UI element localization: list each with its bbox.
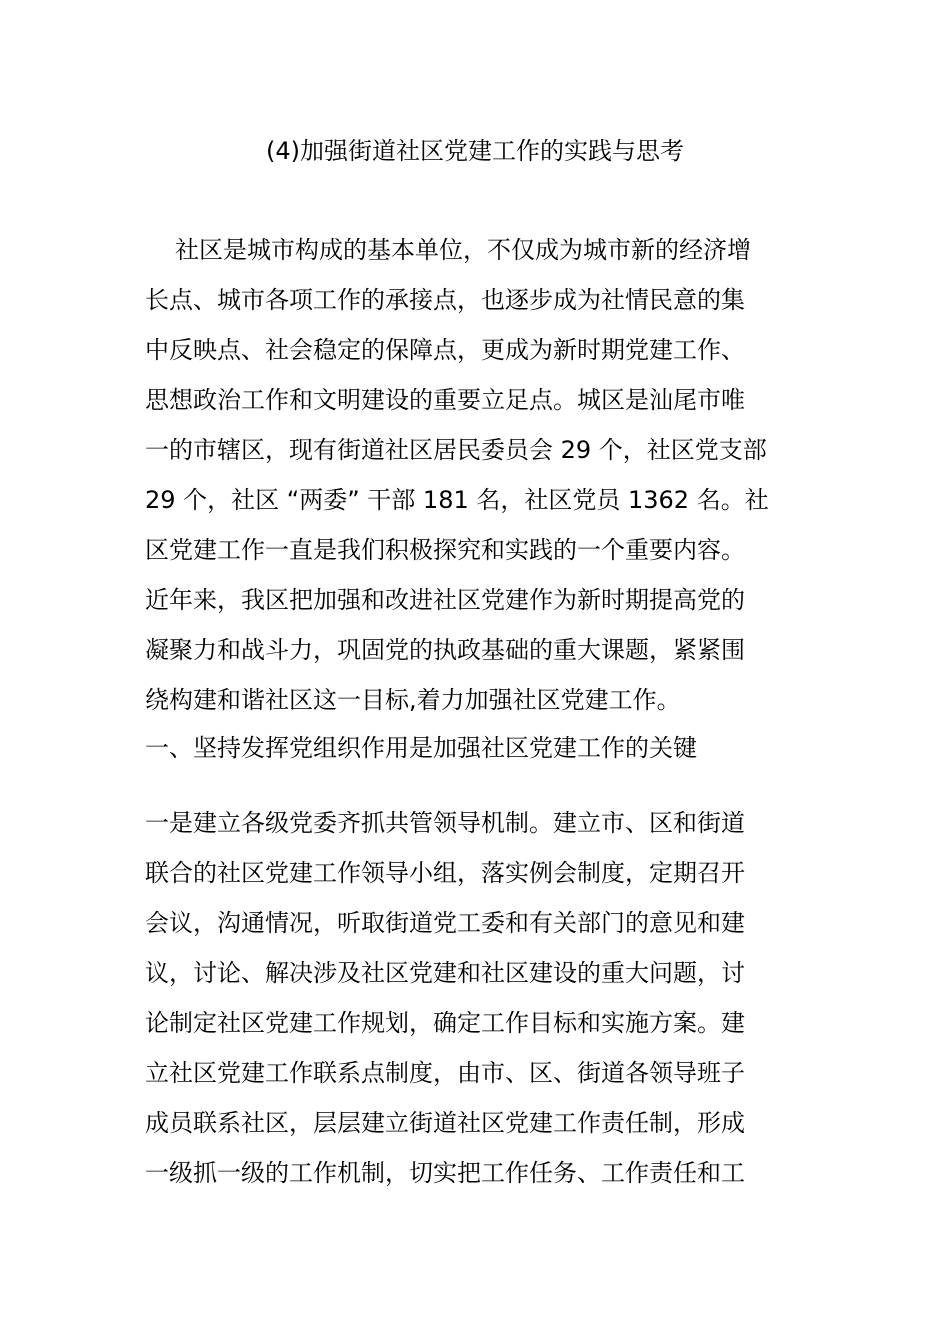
paragraph-line: 成员联系社区，层层建立街道社区党建工作责任制，形成 [145,1109,745,1137]
paragraph-line: 中反映点、社会稳定的保障点，更成为新时期党建工作、 [145,336,745,364]
paragraph-line: 一级抓一级的工作机制，切实把工作任务、工作责任和工 [145,1159,745,1187]
section-heading-text: 一、坚持发挥党组织作用是加强社区党建工作的关键 [145,734,697,762]
paragraph-line: 立社区党建工作联系点制度，由市、区、街道各领导班子 [145,1059,745,1087]
paragraph-line: 联合的社区党建工作领导小组，落实例会制度，定期召开 [145,859,745,887]
paragraph-section-1 [145,798,810,1198]
paragraph-line: 会议，沟通情况，听取街道党工委和有关部门的意见和建 [145,909,745,937]
paragraph-line: 社区是城市构成的基本单位，不仅成为城市新的经济增 [175,236,751,264]
paragraph-line: 区党建工作一直是我们积极探究和实践的一个重要内容。 [145,536,745,564]
paragraph-line: 思想政治工作和文明建设的重要立足点。城区是汕尾市唯 [145,386,745,414]
paragraph-line: 论制定社区党建工作规划，确定工作目标和实施方案。建 [145,1009,745,1037]
paragraph-line: 29 个，社区 “两委” 干部 181 名，社区党员 1362 名。社 [145,486,769,514]
document-title: (4)加强街道社区党建工作的实践与思考 [266,137,684,165]
paragraph-intro [145,225,810,725]
paragraph-line: 绕构建和谐社区这一目标,着力加强社区党建工作。 [145,686,681,714]
paragraph-line: 凝聚力和战斗力，巩固党的执政基础的重大课题，紧紧围 [145,636,745,664]
paragraph-line: 一是建立各级党委齐抓共管领导机制。建立市、区和街道 [145,809,745,837]
paragraph-line: 议，讨论、解决涉及社区党建和社区建设的重大问题，讨 [145,959,745,987]
paragraph-line: 长点、城市各项工作的承接点，也逐步成为社情民意的集 [145,286,745,314]
section-heading [145,723,810,773]
paragraph-line: 近年来，我区把加强和改进社区党建作为新时期提高党的 [145,586,745,614]
paragraph-line: 一的市辖区，现有街道社区居民委员会 29 个，社区党支部 [145,436,767,464]
